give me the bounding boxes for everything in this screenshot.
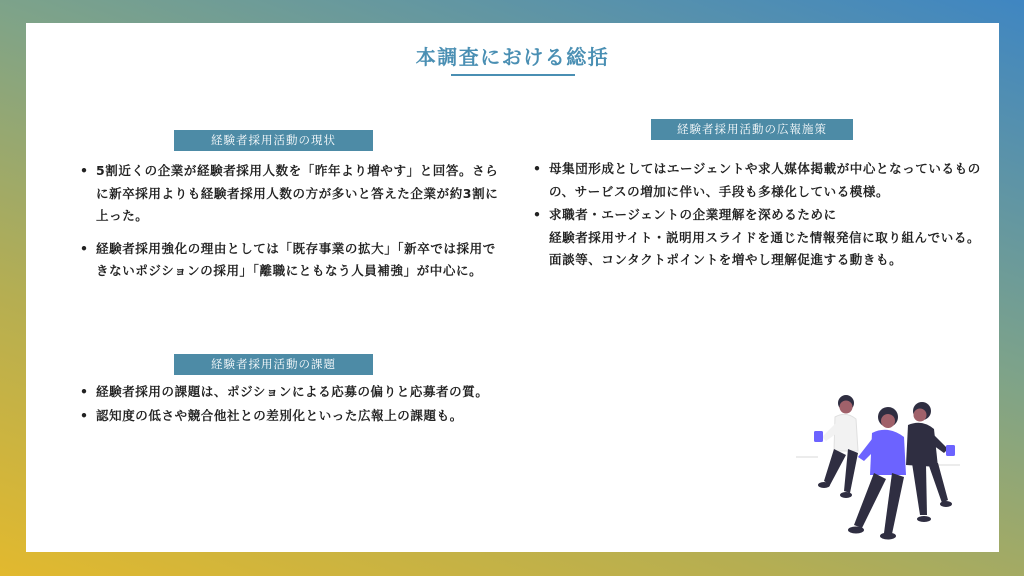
bullet: • [80, 384, 89, 399]
bullet: • [80, 163, 89, 178]
issues-list [78, 381, 508, 428]
pr-list [531, 158, 983, 273]
people-illustration [788, 385, 966, 543]
section-label-status: 経験者採用活動の現状 [174, 130, 373, 151]
pr-item-1-text: 母集団形成としてはエージェントや求人媒体掲載が中心となっているものの、サービスの増加に伴い、手段も多様化している模様。 [549, 161, 981, 199]
bullet: • [80, 407, 89, 423]
issues-item-2-text: 認知度の低さや競合他社との差別化といった広報上の課題も。 [96, 407, 463, 423]
list-item [531, 204, 983, 272]
section-label-pr: 経験者採用活動の広報施策 [651, 119, 853, 140]
list-item [78, 381, 508, 404]
bullet: • [533, 207, 542, 222]
summary-card [26, 23, 999, 552]
title-underline [451, 74, 575, 76]
list-item [78, 160, 508, 228]
status-item-2-text: 経験者採用強化の理由としては「既存事業の拡大」「新卒では採用できないポジションの採用」「離職にともなう人員補強」が中心に。 [96, 240, 496, 278]
issues-item-1-text: 経験者採用の課題は、ポジションによる応募の偏りと応募者の質。 [96, 384, 489, 399]
status-list [78, 160, 508, 293]
status-item-1-text: 5割近くの企業が経験者採用人数を「昨年より増やす」と回答。さらに新卒採用よりも経験者採用人数の方が多いと答えた企業が約3割に上った。 [96, 163, 499, 223]
page-title: 本調査における総括 [415, 45, 610, 69]
section-label-issues: 経験者採用活動の課題 [174, 354, 373, 375]
list-item [531, 158, 983, 203]
pr-item-2-text: 求職者・エージェントの企業理解を深めるために 経験者採用サイト・説明用スライドを通じた情報発信に取り組んでいる。面談等、コンタクトポイントを増やし理解促進する動きも。 [549, 207, 981, 267]
list-item [78, 238, 508, 283]
list-item [78, 405, 508, 428]
bullet: • [533, 161, 542, 176]
bullet: • [80, 240, 89, 256]
